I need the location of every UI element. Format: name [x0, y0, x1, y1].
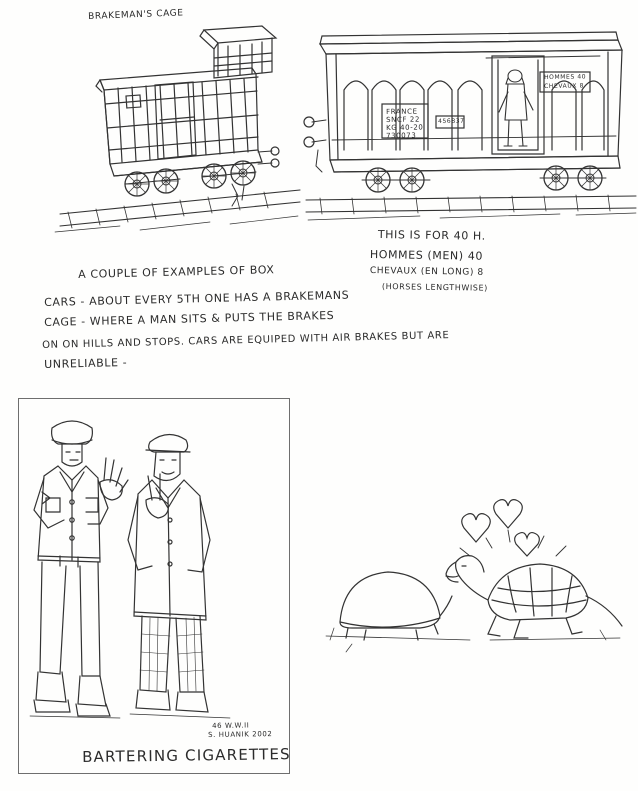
door-plate-line-1: HOMMES 40	[544, 73, 587, 81]
boxcar-with-brakemans-cage	[55, 26, 300, 232]
brakemans-cage-label: BRAKEMAN'S CAGE	[88, 8, 184, 22]
car-stencil-line-2: SNCF 22	[386, 115, 421, 124]
capacity-note-line-1: THIS IS FOR 40 H.	[377, 228, 486, 243]
main-note-line-1: A COUPLE OF EXAMPLES OF BOX	[78, 263, 275, 281]
signature-line-2: S. HUANIK 2002	[208, 730, 273, 739]
drawing-frame	[18, 398, 290, 774]
main-note-line-3: CAGE - WHERE A MAN SITS & PUTS THE BRAKES	[44, 308, 335, 329]
turtles-in-love	[326, 500, 622, 652]
car-stencil-line-1: FRANCE	[386, 107, 418, 116]
main-note-line-2: CARS - ABOUT EVERY 5TH ONE HAS A BRAKEMANS	[44, 288, 350, 309]
capacity-note-line-3: CHEVAUX (EN LONG) 8	[369, 266, 484, 278]
capacity-note-line-2: HOMMES (MEN) 40	[369, 248, 484, 263]
car-side-plate: 456837	[438, 117, 465, 125]
main-note-line-5: UNRELIABLE -	[44, 355, 128, 371]
signature-line-1: 46 W.W.II	[212, 721, 250, 730]
car-stencil-line-3: KG 40-20	[386, 123, 424, 132]
bottom-caption: BARTERING CIGARETTES	[82, 745, 291, 766]
capacity-note-line-4: (HORSES LENGTHWISE)	[381, 282, 488, 293]
door-plate-line-2: CHEVAUX 8	[544, 82, 585, 90]
main-note-line-4: ON ON HILLS AND STOPS. CARS ARE EQUIPED WITH AIR BRAKES BUT ARE	[42, 330, 450, 351]
car-stencil-line-4: 730073	[386, 131, 417, 140]
boxcar-with-soldier-in-doorway	[304, 32, 636, 220]
